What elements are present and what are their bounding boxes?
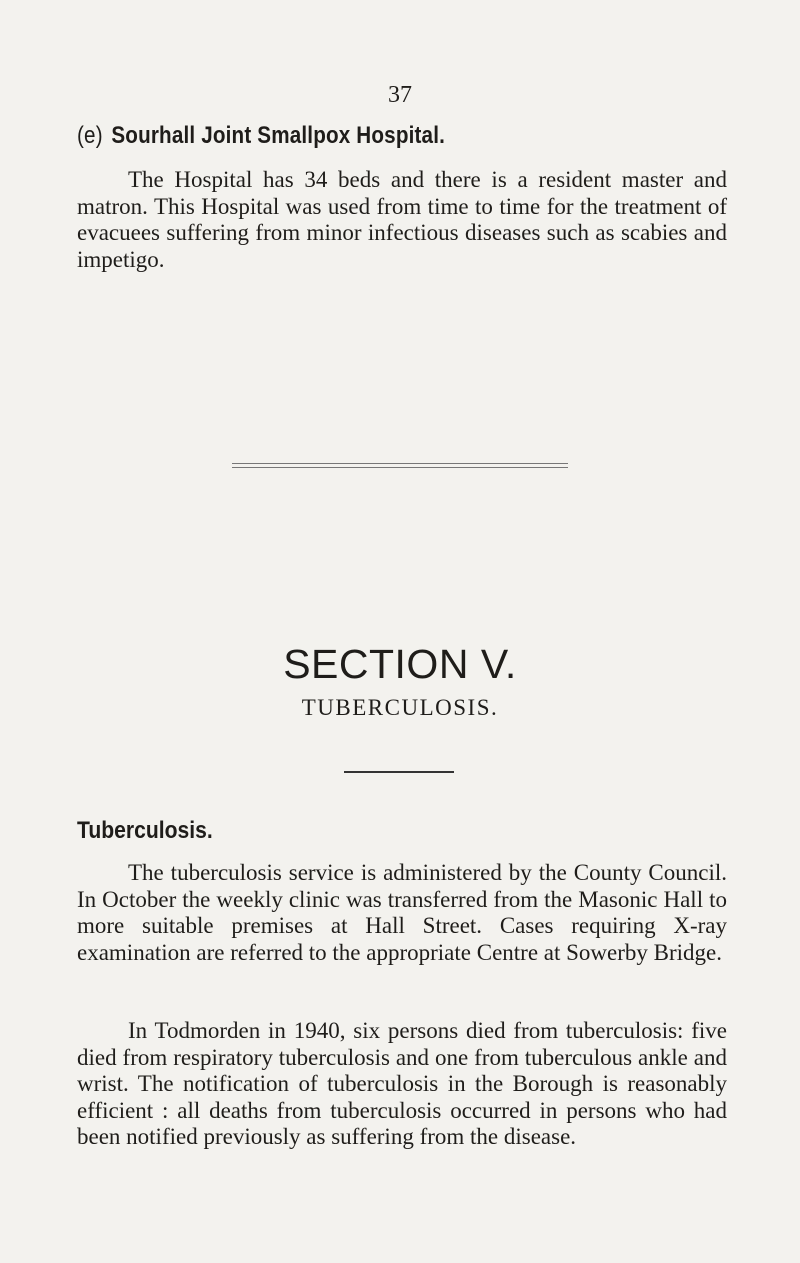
tuberculosis-paragraph-2 [77, 1018, 727, 1151]
hospital-paragraph-text: The Hospital has 34 beds and there is a resident master and matron. This Hospital was used from time to time for the treatment of evacuees suffering from minor infectious diseases such as scabies and impetigo. [77, 167, 727, 272]
tuberculosis-paragraph-1 [77, 860, 727, 966]
short-divider [344, 771, 454, 773]
section-title: SECTION V. [283, 641, 517, 687]
page-number: 37 [388, 82, 412, 108]
paragraph-text: In Todmorden in 1940, six persons died from tuberculosis: five died from respiratory tuberculosis and one from tuberculous ankle and wrist. The notification of tuberculosis in the Borough is reasonably efficient : all deaths from tuberculosis occurred in persons who had been notified previously as suffering from the disease. [77, 1018, 727, 1149]
topic-heading: Tuberculosis. [77, 817, 213, 844]
section-subtitle: TUBERCULOSIS. [301, 695, 499, 720]
subsection-title: Sourhall Joint Smallpox Hospital. [111, 122, 446, 149]
subsection-letter: (e) [77, 122, 103, 149]
paragraph-text: The tuberculosis service is administered by the County Council. In October the weekly clinic was transferred from the Masonic Hall to more suitable premises at Hall Street. Cases requiring X-ray examination are referred to the appropriate Centre at Sowerby Bridge. [77, 860, 727, 965]
section-divider [232, 463, 568, 468]
subsection-heading [77, 122, 445, 150]
hospital-paragraph [77, 167, 727, 273]
